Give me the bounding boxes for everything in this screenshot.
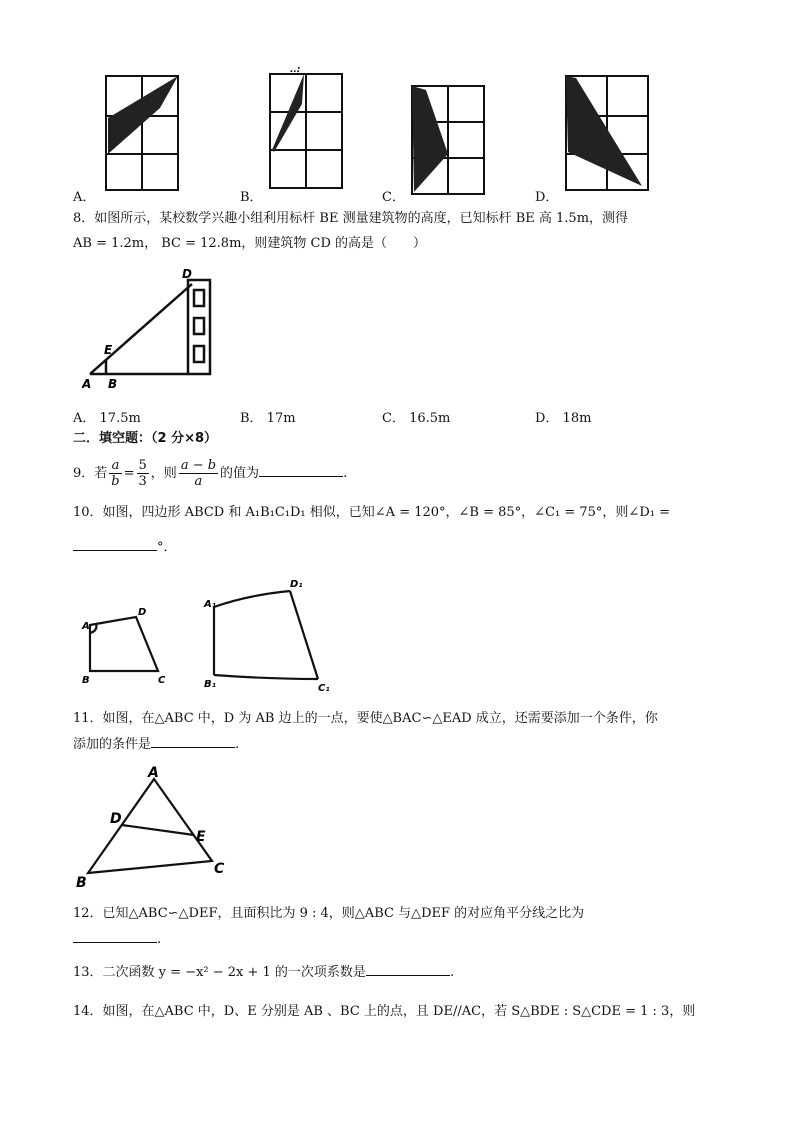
q7-option-a[interactable]: A． [73, 190, 96, 205]
q9-line: 9．若 $\frac{a}{b}$ = $\frac{5}{3}$ ，则 $\frac{a - b}{a}$ 的值为 . [73, 458, 348, 489]
label-e: E [196, 829, 206, 845]
label-d: D [110, 811, 122, 827]
q13-answer-blank[interactable] [366, 963, 450, 976]
grid-figure-b [264, 64, 349, 194]
label-a: A [82, 621, 90, 632]
q8-option-c[interactable]: C． 16.5m [382, 411, 451, 426]
q12-text-line1: 12．已知△ABC∽△DEF，且面积比为 9 : 4，则△ABC 与△DEF 的对应角平分线之比为 [73, 906, 585, 921]
q14-text-line1: 14．如图，在△ABC 中，D、E 分别是 AB 、BC 上的点，且 DE//AC，若 S△BDE : S△CDE = 1 : 3，则 [73, 1004, 696, 1019]
grid-figure-d [560, 70, 655, 195]
q9-answer-blank[interactable] [259, 464, 343, 477]
q10-text-line1: 10．如图，四边形 ABCD 和 A₁B₁C₁D₁ 相似，已知∠A = 120°，∠B = 85°，∠C₁ = 75°，则∠D₁ = [73, 505, 670, 520]
label-d1: D₁ [290, 579, 303, 590]
label-a: A [82, 377, 92, 391]
label-b1: B₁ [204, 679, 217, 690]
label-c1: C₁ [318, 683, 330, 694]
q7-option-b[interactable]: B． [240, 190, 263, 205]
q9-fraction-1: $\frac{a}{b}$ [111, 458, 120, 489]
q7-figure-d [560, 70, 655, 199]
q10-diagram [78, 575, 348, 704]
q11-text-line2: 添加的条件是 . [73, 737, 240, 752]
label-a1: A₁ [204, 599, 217, 610]
grid-figure-a [100, 70, 185, 195]
grid-figure-c [406, 80, 491, 198]
q11-text-line1: 11．如图，在△ABC 中，D 为 AB 边上的一点，要使△BAC∽△EAD 成立，还需要添加一个条件，你 [73, 711, 658, 726]
q8-option-d[interactable]: D． 18m [535, 411, 592, 426]
q8-diagram [82, 266, 222, 400]
label-a: A [148, 765, 159, 781]
section-title: 二．填空题：（2 分×8） [73, 431, 218, 446]
q7-figure-a [100, 70, 185, 199]
q9-fraction-3: $\frac{a - b}{a}$ [180, 458, 217, 489]
label-c: C [158, 675, 166, 686]
q8-text-line1: 8．如图所示，某校数学兴趣小组利用标杆 BE 测量建筑物的高度，已知标杆 BE 高 1.5m，测得 [73, 211, 629, 226]
label-d: D [138, 607, 147, 618]
q7-figure-b [264, 64, 349, 198]
label-d: D [182, 267, 192, 281]
q9-fraction-2: $\frac{5}{3}$ [138, 458, 147, 489]
label-b: B [108, 377, 118, 391]
q10-answer-blank[interactable] [73, 538, 157, 551]
q7-option-c[interactable]: C． [382, 190, 405, 205]
q8-text-line2: AB = 1.2m， BC = 12.8m，则建筑物 CD 的高是（ ） [73, 236, 427, 251]
q9-prefix: 9．若 [73, 466, 108, 481]
label-c: C [214, 861, 225, 877]
label-b: B [82, 675, 90, 686]
q12-text-line2: . [73, 930, 161, 949]
q11-answer-blank[interactable] [151, 735, 235, 748]
q10-text-line2: °． [73, 538, 177, 557]
q7-figure-c [406, 80, 491, 202]
svg-text:..:: ..: [290, 65, 301, 75]
q8-option-b[interactable]: B． 17m [240, 411, 296, 426]
q7-option-d[interactable]: D． [535, 190, 559, 205]
label-e: E [104, 343, 113, 357]
q8-option-a[interactable]: A． 17.5m [73, 411, 141, 426]
q12-answer-blank[interactable] [73, 930, 157, 943]
q13-line: 13．二次函数 y = −x² − 2x + 1 的一次项系数是 . [73, 965, 455, 980]
q11-diagram [70, 765, 250, 899]
label-b: B [76, 875, 87, 891]
